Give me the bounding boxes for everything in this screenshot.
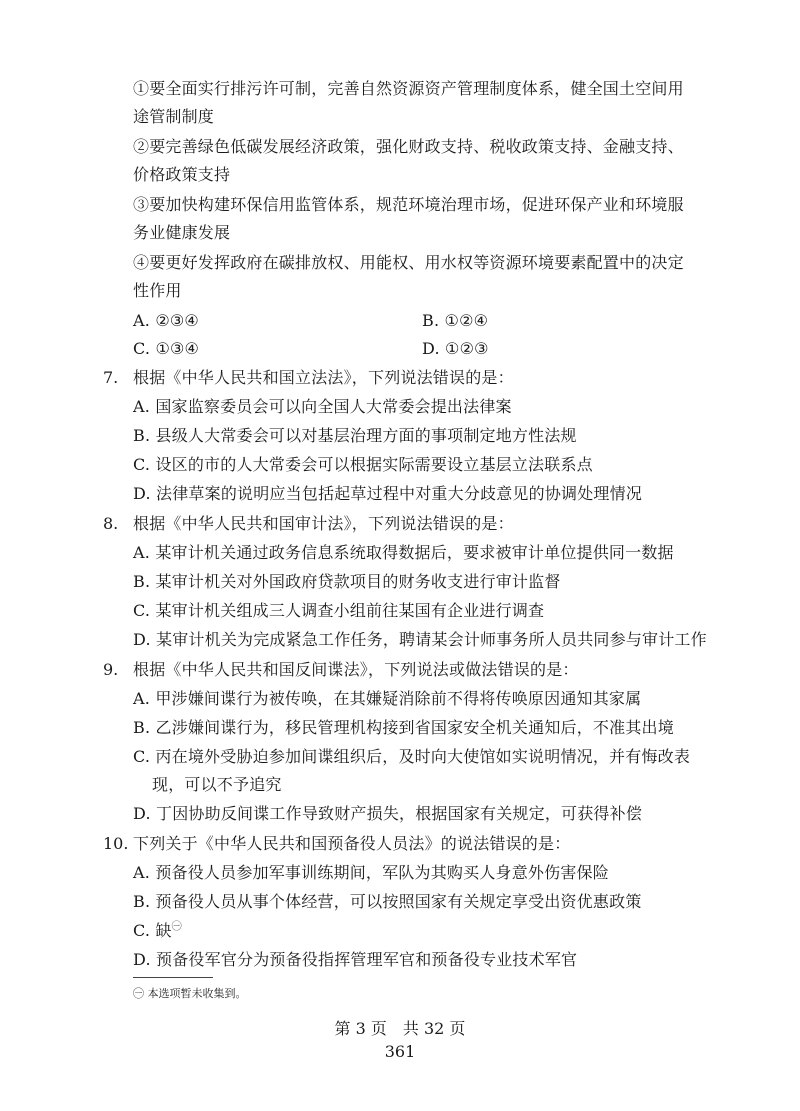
q6-statement-1-line-1: ①要全面实行排污许可制，完善自然资源资产管理制度体系，健全国土空间用 (133, 79, 684, 98)
q10-option-b: B. 预备役人员从事个体经营，可以按照国家有关规定享受出资优惠政策 (133, 892, 642, 911)
q9-option-a: A. 甲涉嫌间谍行为被传唤，在其嫌疑消除前不得将传唤原因通知其家属 (133, 689, 642, 708)
footnote-mark: ㊀ (133, 987, 144, 1000)
q8-option-a: A. 某审计机关通过政务信息系统取得数据后，要求被审计单位提供同一数据 (133, 543, 674, 562)
q7-option-a: A. 国家监察委员会可以向全国人大常委会提出法律案 (133, 397, 512, 416)
q9-option-c-line-1: C. 丙在境外受胁迫参加间谍组织后，及时向大使馆如实说明情况，并有悔改表 (133, 747, 691, 766)
q7-option-d: D. 法律草案的说明应当包括起草过程中对重大分歧意见的协调处理情况 (133, 484, 643, 503)
q9-stem: 根据《中华人民共和国反间谍法》，下列说法或做法错误的是： (133, 660, 579, 679)
footnote (133, 986, 247, 1002)
q7-number: 7. (103, 368, 119, 387)
q6-option-b: B. ①②④ (422, 311, 489, 330)
q8-number: 8. (103, 514, 119, 533)
q6-option-c: C. ①③④ (133, 339, 200, 358)
q10-option-d: D. 预备役军官分为预备役指挥管理军官和预备役专业技术军官 (133, 950, 578, 969)
q6-option-a: A. ②③④ (133, 311, 199, 330)
q9-option-b: B. 乙涉嫌间谍行为，移民管理机构接到省国家安全机关通知后，不准其出境 (133, 718, 674, 737)
page-label: 第 3 页 共 32 页 (334, 1019, 466, 1038)
q6-statement-3-line-2: 务业健康发展 (133, 223, 231, 242)
footnote-divider (133, 977, 213, 978)
q7-option-c: C. 设区的市的人大常委会可以根据实际需要设立基层立法联系点 (133, 455, 593, 474)
q7-stem: 根据《中华人民共和国立法法》，下列说法错误的是： (133, 368, 514, 387)
q10-stem: 下列关于《中华人民共和国预备役人员法》的说法错误的是： (133, 834, 571, 853)
q10-number: 10. (103, 834, 129, 853)
q9-number: 9. (103, 660, 119, 679)
page-number: 361 (384, 1042, 416, 1061)
q9-option-d: D. 丁因协助反间谍工作导致财产损失，根据国家有关规定，可获得补偿 (133, 804, 643, 823)
q6-statement-2-line-2: 价格政策支持 (133, 165, 231, 184)
footnote-text: 本选项暂未收集到。 (147, 987, 247, 1000)
q8-option-c: C. 某审计机关组成三人调查小组前往某国有企业进行调查 (133, 601, 545, 620)
q6-statement-2-line-1: ②要完善绿色低碳发展经济政策，强化财政支持、税收政策支持、金融支持、 (133, 137, 684, 156)
q8-stem: 根据《中华人民共和国审计法》，下列说法错误的是： (133, 514, 514, 533)
q6-statement-4-line-2: 性作用 (133, 281, 182, 300)
q10-option-a: A. 预备役人员参加军事训练期间，军队为其购买人身意外伤害保险 (133, 863, 609, 882)
q6-statement-4-line-1: ④要更好发挥政府在碳排放权、用能权、用水权等资源环境要素配置中的决定 (133, 253, 684, 272)
q6-statement-1-line-2: 途管制制度 (133, 107, 215, 126)
footnote-reference: ㊀ (171, 921, 182, 933)
q8-option-b: B. 某审计机关对外国政府贷款项目的财务收支进行审计监督 (133, 572, 561, 591)
q10-option-c (133, 920, 182, 942)
q6-option-d: D. ①②③ (422, 339, 489, 358)
q6-statement-3-line-1: ③要加快构建环保信用监管体系，规范环境治理市场，促进环保产业和环境服 (133, 195, 684, 214)
q8-option-d: D. 某审计机关为完成紧急工作任务，聘请某会计师事务所人员共同参与审计工作 (133, 630, 707, 649)
q7-option-b: B. 县级人大常委会可以对基层治理方面的事项制定地方性法规 (133, 426, 577, 445)
q10-option-c-text: C. 缺 (133, 921, 172, 940)
q9-option-c-line-2: 现，可以不予追究 (152, 775, 282, 794)
